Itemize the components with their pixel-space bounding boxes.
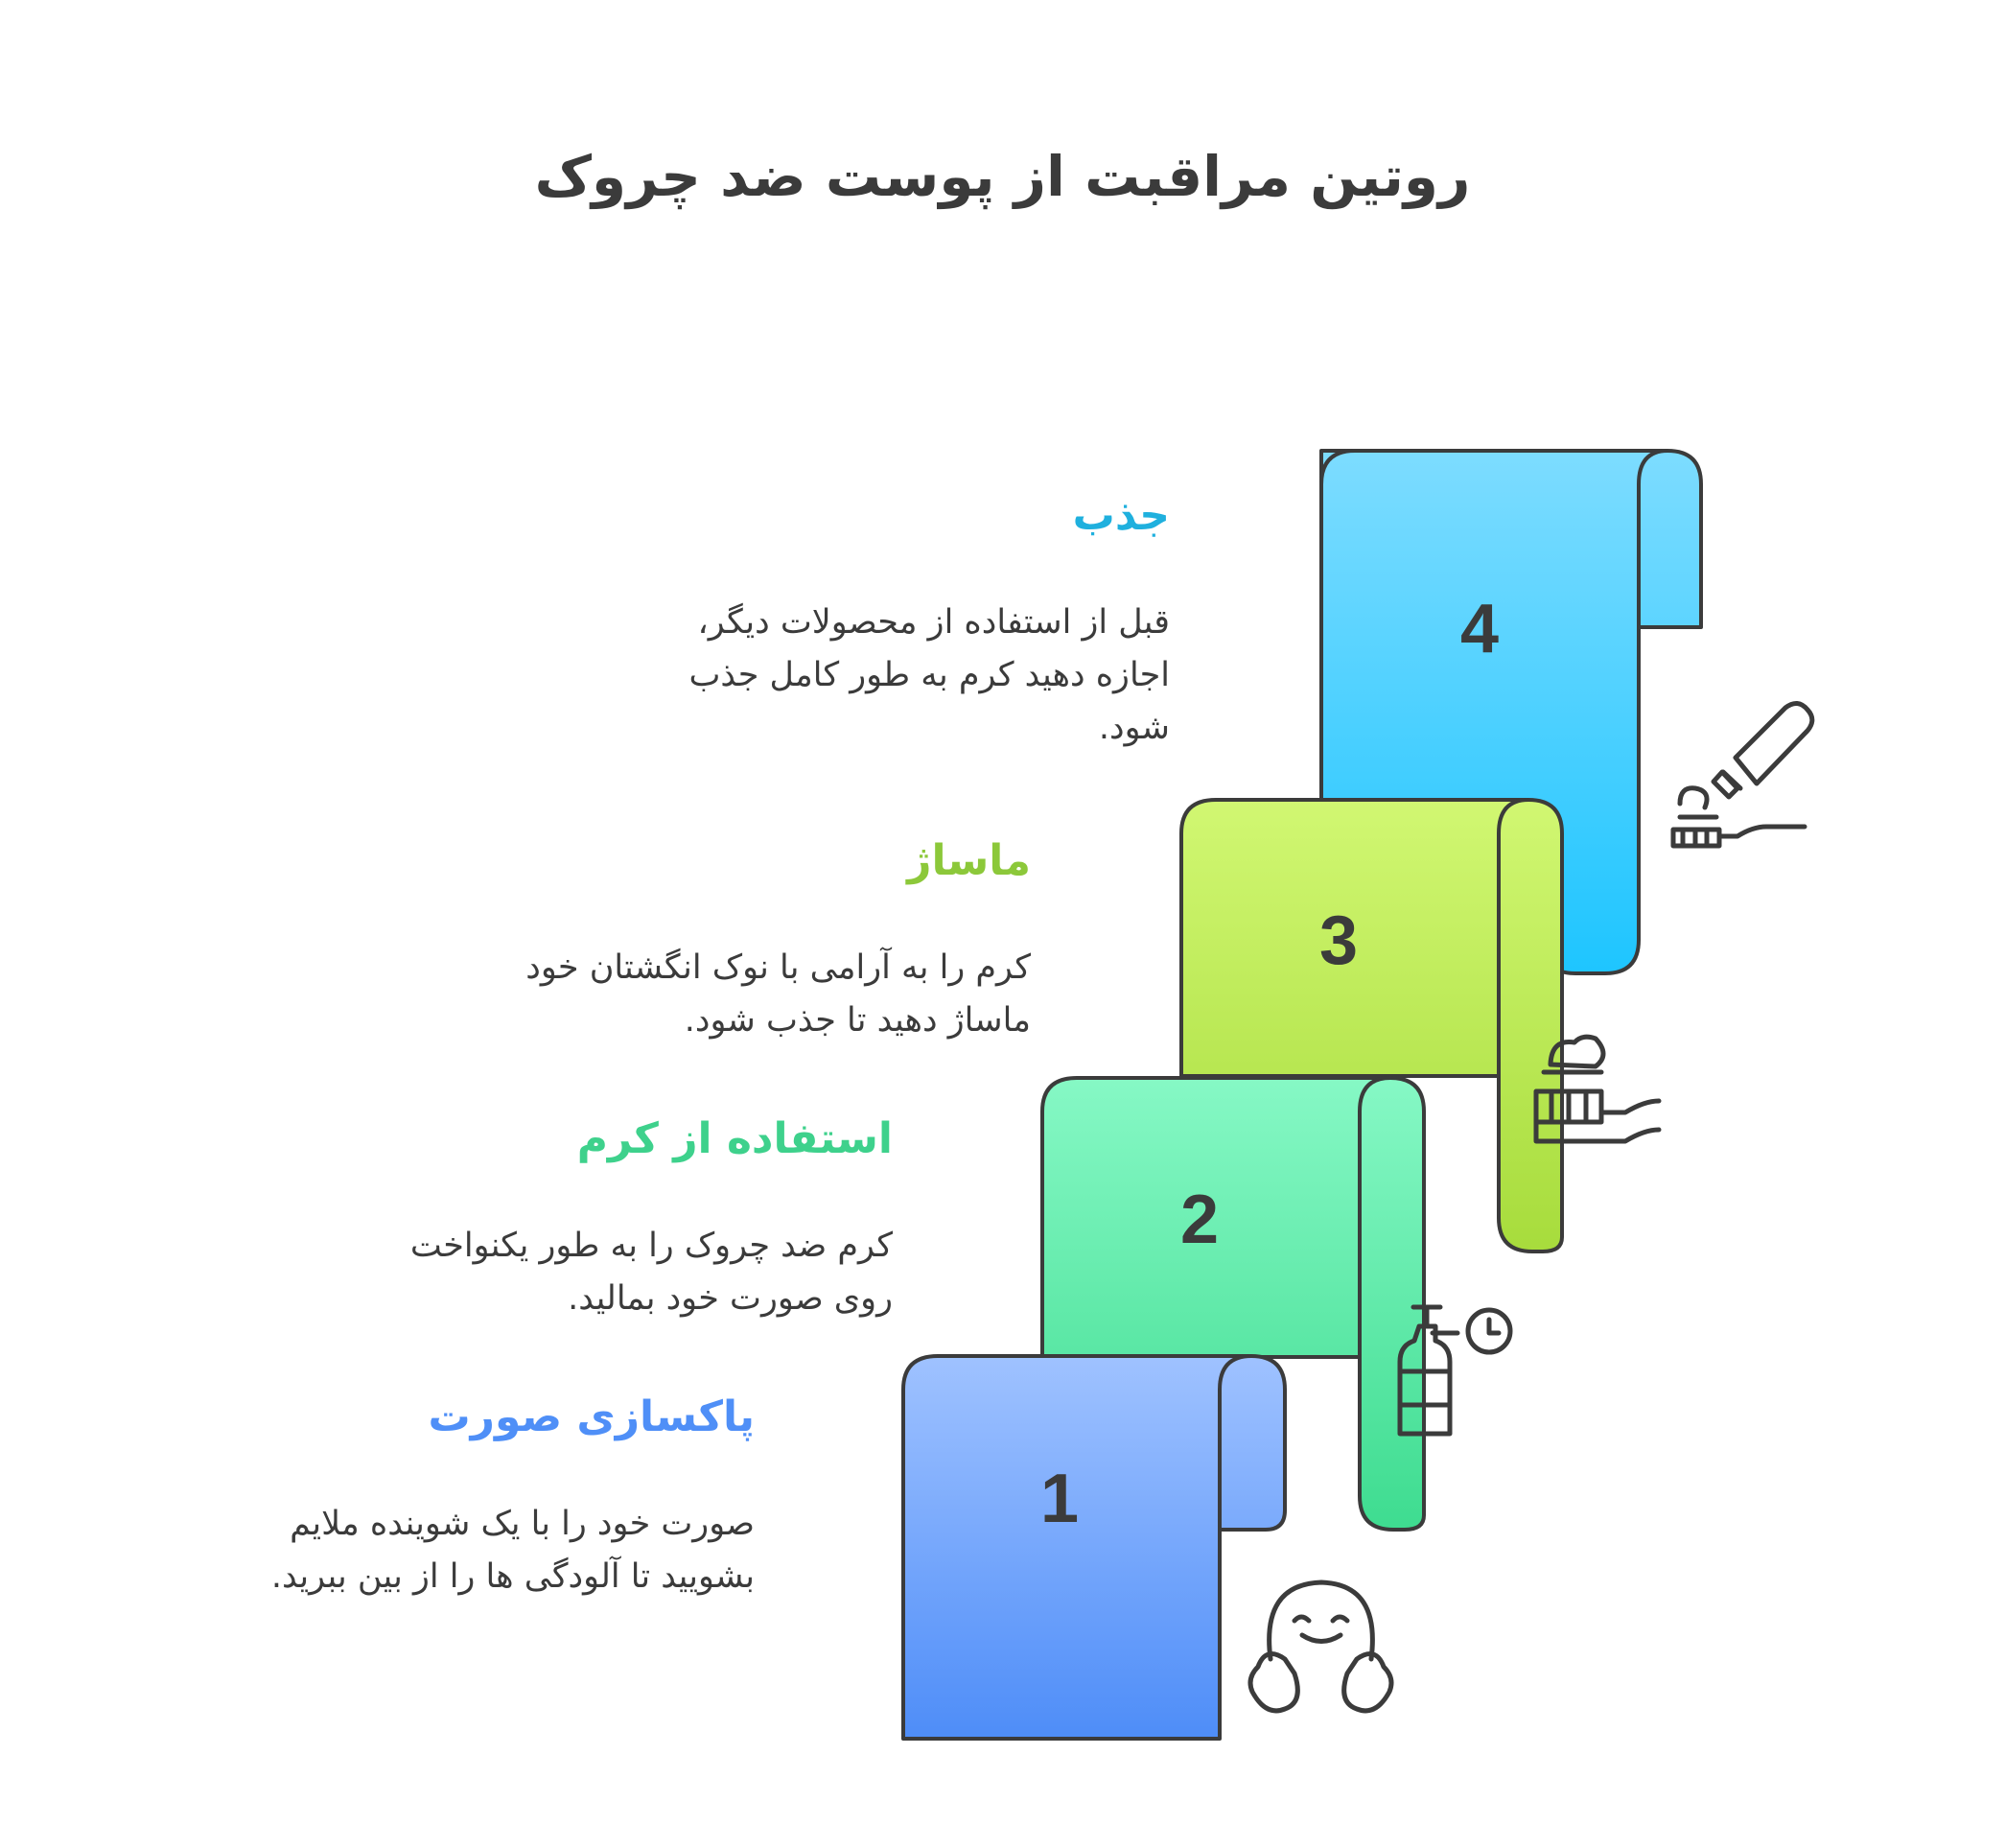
washing-face-icon [1250,1582,1391,1711]
step-3-title: ماساژ [907,836,1031,885]
step-2-number: 2 [1179,1181,1220,1258]
step-2-desc-line: کرم ضد چروک را به طور یکنواخت [409,1227,893,1265]
step-3-desc-line: کرم را به آرامی با نوک انگشتان خود [525,948,1031,987]
step-4-desc-line: قبل از استفاده از محصولات دیگر، [697,603,1170,642]
step-3-desc-line: ماساژ دهید تا جذب شود. [684,1001,1031,1040]
step-4-number: 4 [1459,591,1500,667]
step-4-desc-line: شود. [1098,709,1170,747]
step-2-desc-line: روی صورت خود بمالید. [568,1279,893,1318]
step-2-title: استفاده از کرم [576,1114,893,1163]
step-3-number: 3 [1318,902,1359,979]
step-2-description [356,1220,893,1325]
step-1-desc-line: صورت خود را با یک شوینده ملایم [290,1505,755,1543]
step-1-title: پاکسازی صورت [428,1392,755,1441]
step-4-desc-line: اجازه دهید کرم به طور کامل جذب [688,656,1170,694]
step-1-description [218,1498,755,1603]
step-1-number: 1 [1039,1461,1080,1537]
page-title: روتین مراقبت از پوست ضد چروک [534,144,1471,209]
ribbon-step-1 [903,1356,1285,1739]
tube-brush-icon [1673,703,1812,846]
step-4-title: جذب [1072,491,1170,540]
step-4-description [671,597,1170,755]
step-1-desc-line: بشویید تا آلودگی ها را از بین ببرید. [270,1557,755,1596]
step-3-description [494,942,1031,1047]
